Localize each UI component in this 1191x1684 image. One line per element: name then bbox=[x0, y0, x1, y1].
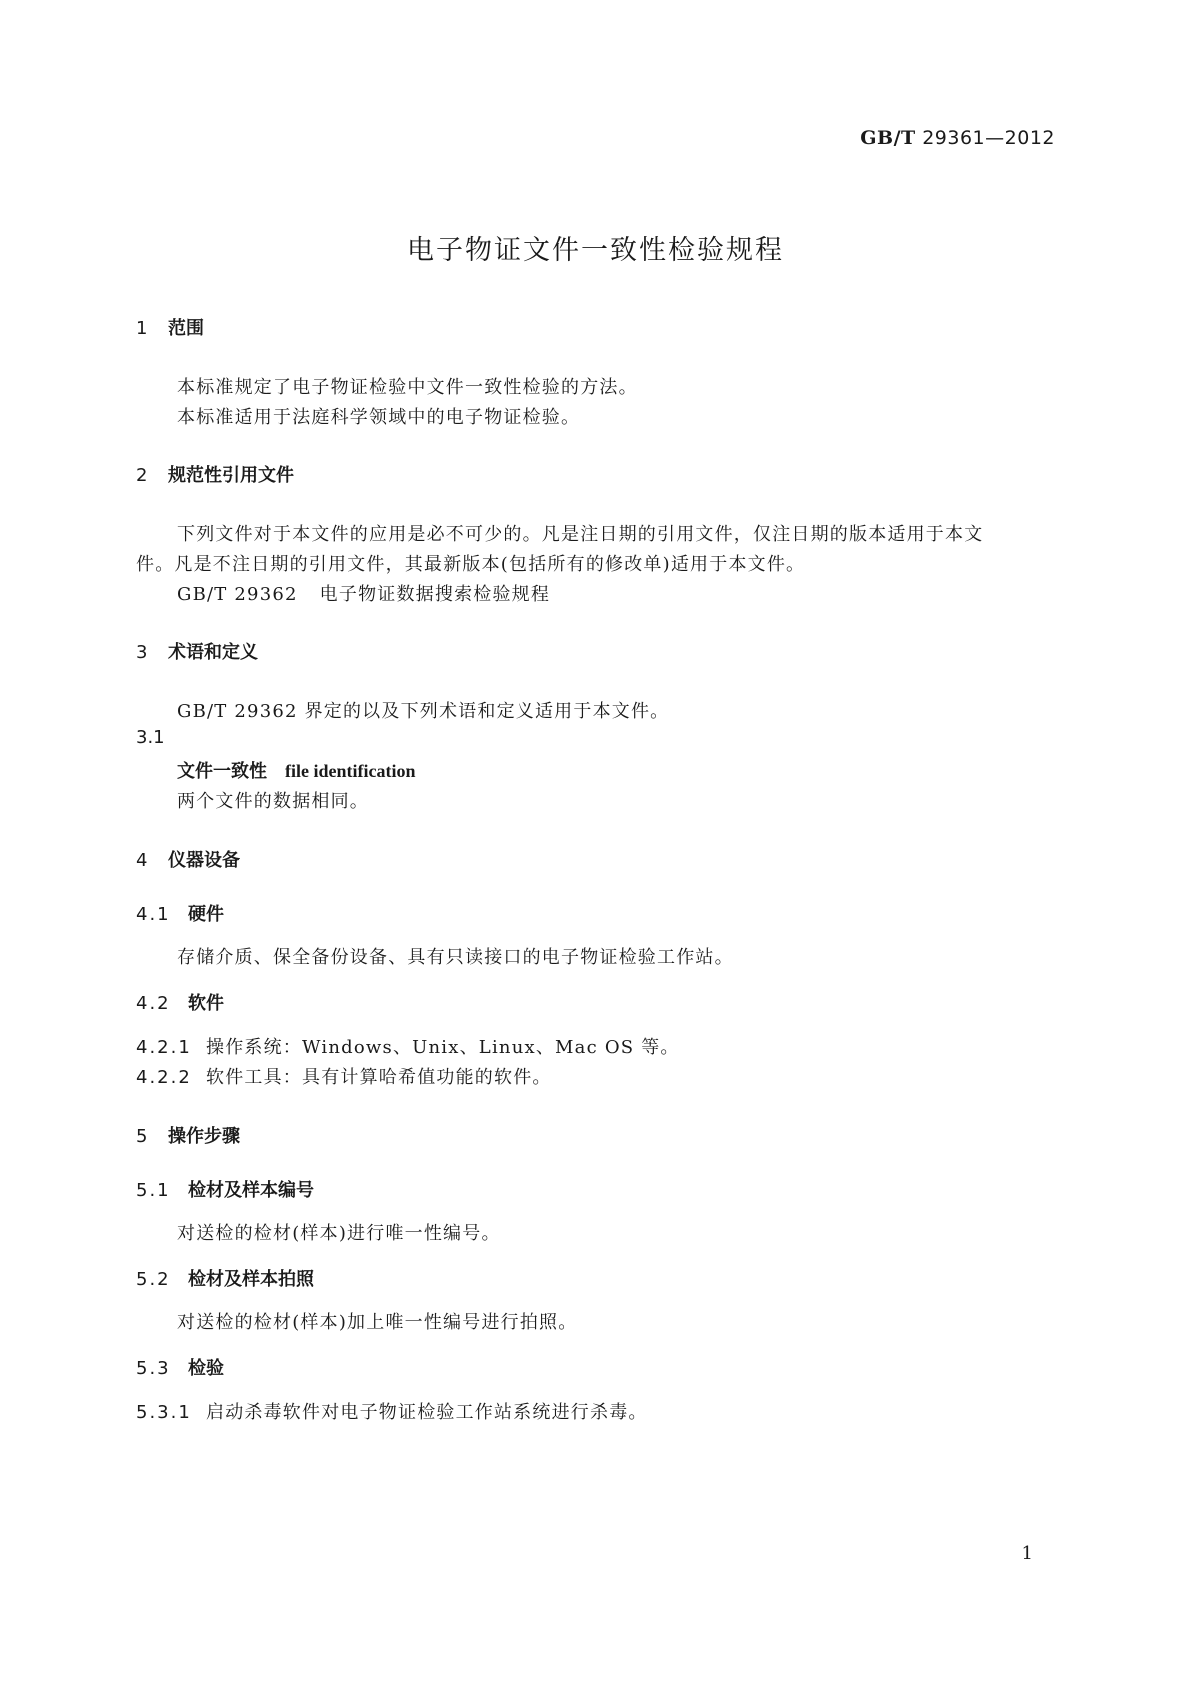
page-number: 1 bbox=[1021, 1543, 1033, 1564]
section-heading-terms bbox=[136, 638, 258, 664]
subsection-title: 检验 bbox=[188, 1358, 224, 1379]
section-number: 2 bbox=[136, 465, 150, 486]
clause-text: 软件工具：具有计算哈希值功能的软件。 bbox=[206, 1067, 552, 1088]
section-heading-procedure bbox=[136, 1122, 240, 1148]
subsection-title: 硬件 bbox=[188, 904, 224, 925]
section-title: 操作步骤 bbox=[168, 1126, 240, 1147]
subsection-title: 检材及样本编号 bbox=[188, 1180, 314, 1201]
section-number: 1 bbox=[136, 318, 150, 339]
paragraph: 对送检的检材(样本)加上唯一性编号进行拍照。 bbox=[177, 1312, 578, 1333]
term-entry bbox=[177, 757, 415, 783]
clause-number: 5.3.1 bbox=[136, 1402, 192, 1423]
subsection-title: 软件 bbox=[188, 993, 224, 1014]
section-title: 仪器设备 bbox=[168, 850, 240, 871]
paragraph: 存储介质、保全备份设备、具有只读接口的电子物证检验工作站。 bbox=[177, 947, 734, 968]
standard-code bbox=[860, 127, 1055, 149]
section-heading-normative-references bbox=[136, 461, 294, 487]
standard-number: 29361—2012 bbox=[922, 127, 1055, 149]
clause-text: 操作系统：Windows、Unix、Linux、Mac OS 等。 bbox=[206, 1037, 680, 1058]
paragraph: 本标准规定了电子物证检验中文件一致性检验的方法。 bbox=[177, 377, 638, 398]
clause-number: 4.2.2 bbox=[136, 1067, 192, 1088]
paragraph: 本标准适用于法庭科学领域中的电子物证检验。 bbox=[177, 407, 581, 428]
subsection-number: 4.2 bbox=[136, 993, 171, 1014]
reference-entry bbox=[177, 580, 550, 606]
document-title: 电子物证文件一致性检验规程 bbox=[407, 235, 784, 266]
paragraph: 对送检的检材(样本)进行唯一性编号。 bbox=[177, 1223, 501, 1244]
subsection-number: 4.1 bbox=[136, 904, 171, 925]
subsection-heading-examination bbox=[136, 1354, 224, 1380]
reference-title: 电子物证数据搜索检验规程 bbox=[319, 584, 551, 605]
paragraph: 下列文件对于本文件的应用是必不可少的。凡是注日期的引用文件，仅注日期的版本适用于本文 bbox=[177, 524, 984, 545]
subsection-number: 5.1 bbox=[136, 1180, 171, 1201]
paragraph: GB/T 29362 界定的以及下列术语和定义适用于本文件。 bbox=[177, 701, 670, 722]
term-number: 3.1 bbox=[136, 727, 165, 748]
section-heading-scope bbox=[136, 314, 204, 340]
section-title: 规范性引用文件 bbox=[168, 465, 294, 486]
paragraph: 件。凡是不注日期的引用文件，其最新版本(包括所有的修改单)适用于本文件。 bbox=[136, 554, 806, 575]
section-number: 5 bbox=[136, 1126, 150, 1147]
term-english: file identification bbox=[285, 761, 416, 781]
section-title: 范围 bbox=[168, 318, 204, 339]
clause-number: 4.2.1 bbox=[136, 1037, 192, 1058]
subsection-heading-photographing bbox=[136, 1265, 314, 1291]
subsection-number: 5.2 bbox=[136, 1269, 171, 1290]
subsection-heading-software bbox=[136, 989, 224, 1015]
term-chinese: 文件一致性 bbox=[177, 761, 267, 782]
term-definition: 两个文件的数据相同。 bbox=[177, 791, 369, 812]
standard-prefix: GB/T bbox=[860, 127, 916, 149]
clause-item bbox=[136, 1033, 680, 1059]
section-title: 术语和定义 bbox=[168, 642, 258, 663]
clause-text: 启动杀毒软件对电子物证检验工作站系统进行杀毒。 bbox=[206, 1402, 648, 1423]
clause-item bbox=[136, 1063, 552, 1089]
section-number: 4 bbox=[136, 850, 150, 871]
subsection-heading-numbering bbox=[136, 1176, 314, 1202]
section-heading-equipment bbox=[136, 846, 240, 872]
section-number: 3 bbox=[136, 642, 150, 663]
clause-item bbox=[136, 1398, 648, 1424]
subsection-heading-hardware bbox=[136, 900, 224, 926]
subsection-number: 5.3 bbox=[136, 1358, 171, 1379]
subsection-title: 检材及样本拍照 bbox=[188, 1269, 314, 1290]
reference-code: GB/T 29362 bbox=[177, 584, 298, 605]
